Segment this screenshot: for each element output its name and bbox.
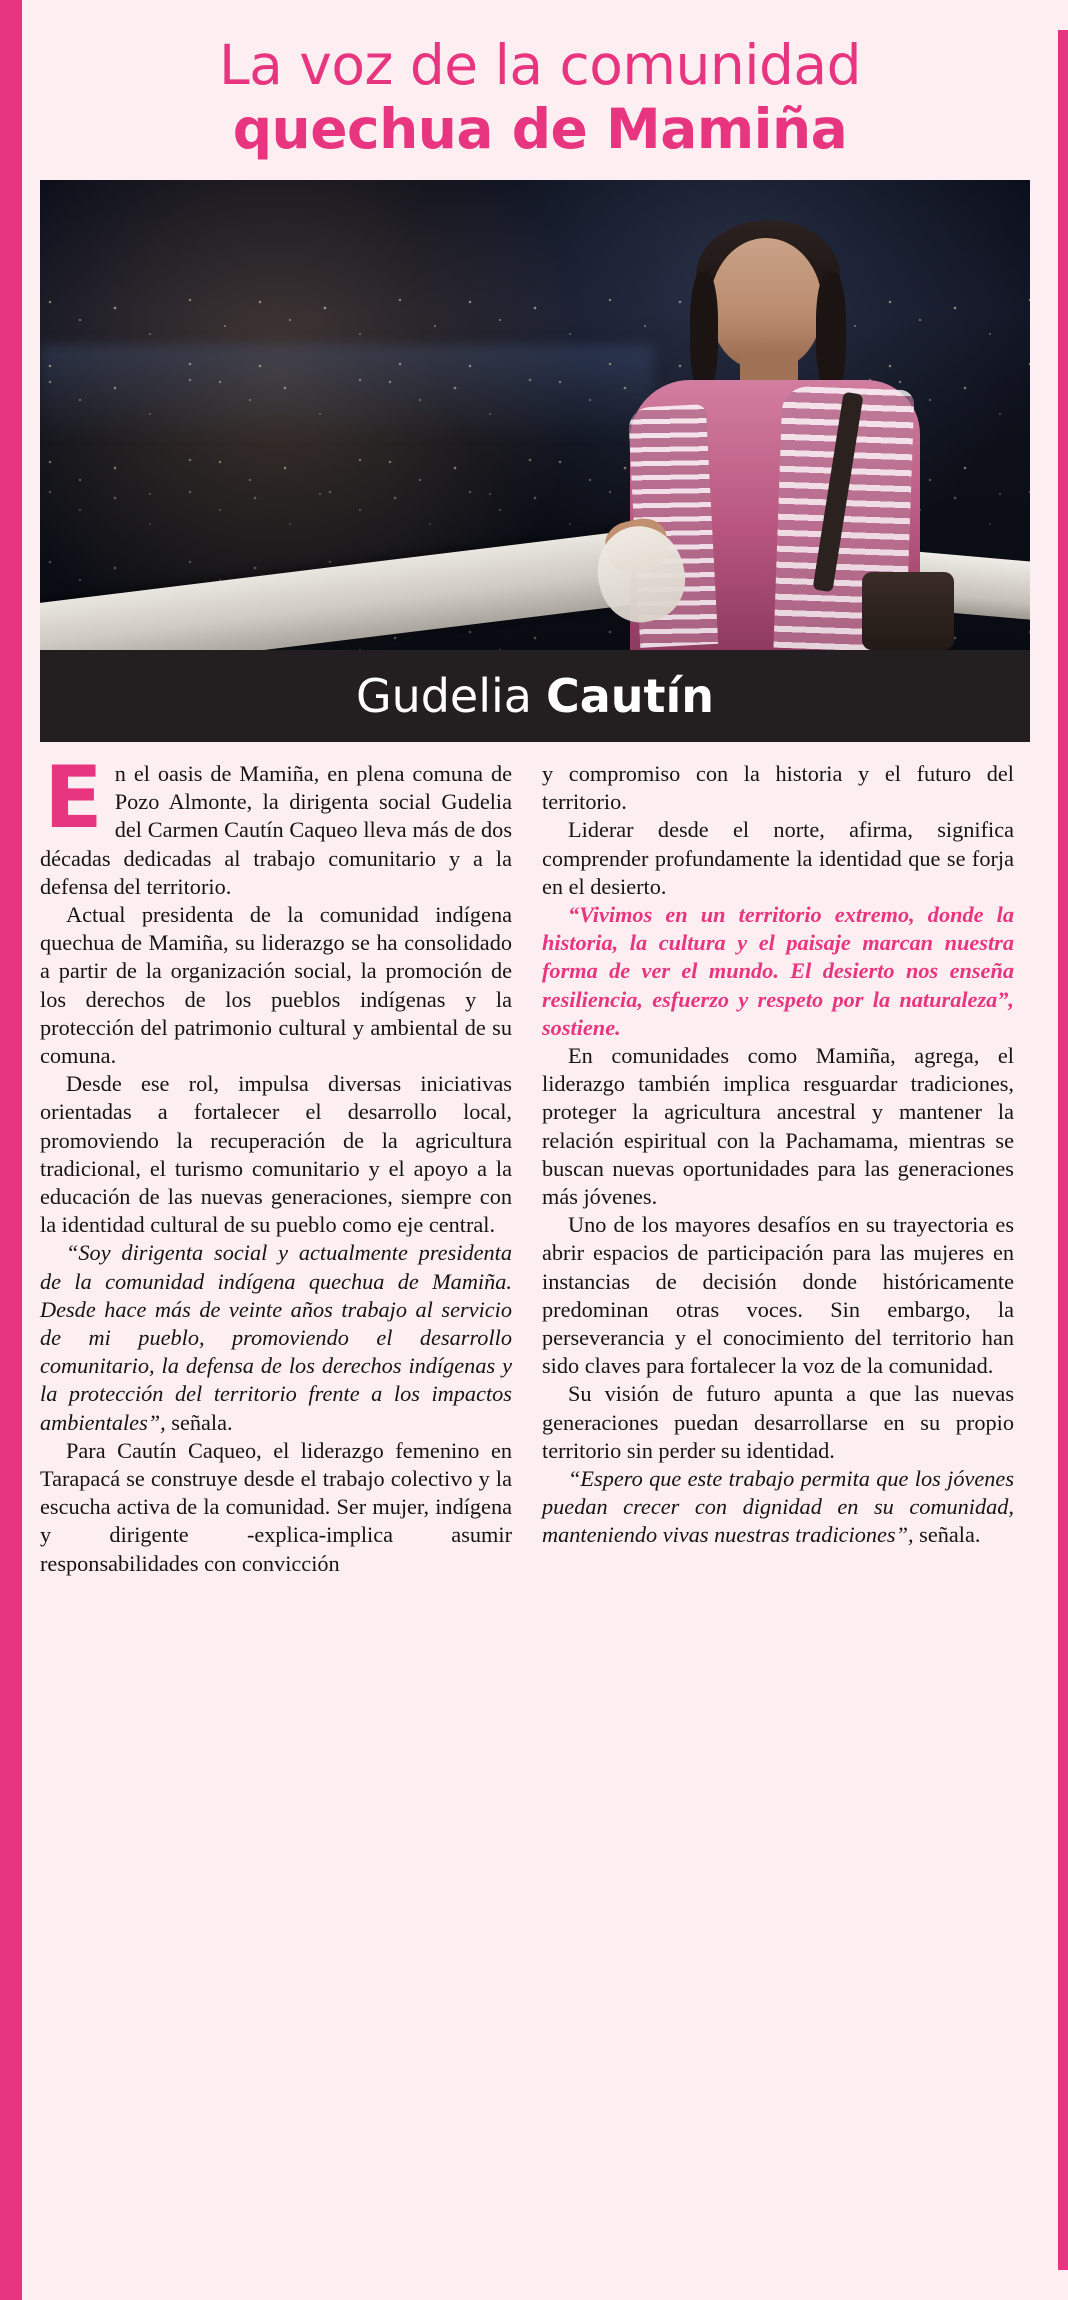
subject-name-band	[40, 650, 1030, 742]
person-hair-right	[816, 272, 846, 392]
paragraph	[542, 901, 1014, 1042]
page-content	[22, 0, 1058, 2300]
paragraph-text: n el oasis de Mamiña, en plena comuna de Pozo Almonte, la dirigenta social Gudelia del Carmen Cautín Caqueo lleva más de dos décadas dedicadas al trabajo comunitario y a la defensa del territorio.	[40, 761, 512, 899]
article-body	[40, 748, 1030, 1578]
page-title	[22, 0, 1058, 162]
person-hair-left	[690, 272, 718, 392]
photo-person	[590, 220, 960, 650]
right-accent-bar	[1058, 30, 1068, 2270]
paragraph: En comunidades como Mamiña, agrega, el liderazgo también implica resguardar tradiciones, proteger la agricultura ancestral y mantener la relación espiritual con la Pachamama, mientras se buscan nuevas oportunidades para las generaciones más jóvenes.	[542, 1043, 1014, 1210]
person-bag	[862, 572, 954, 650]
headline-line-2: quechua de Mamiña	[232, 97, 848, 161]
left-accent-bar	[0, 0, 22, 2300]
paragraph: y compromiso con la historia y el futuro del territorio.	[542, 761, 1014, 815]
quote-attribution: señala.	[165, 1409, 233, 1435]
article-photo	[40, 180, 1030, 650]
subject-first-name: Gudelia	[355, 669, 532, 723]
paragraph: Desde ese rol, impulsa diversas iniciativas orientadas a fortalecer el desarrollo local, promoviendo la recuperación de la agricultura tradicional, el turismo comunitario y el apoyo a la educación de las nuevas generaciones, siempre con la identidad cultural de su pueblo como eje central.	[40, 1071, 512, 1238]
article-column-right	[542, 760, 1014, 1578]
highlighted-quote: “Vivimos en un territorio extremo, donde la historia, la cultura y el paisaje marcan nuestra forma de ver el mundo. El desierto nos enseña resiliencia, esfuerzo y respeto por la naturaleza”, sostiene.	[542, 902, 1014, 1040]
article-column-left	[40, 748, 512, 1578]
paragraph: Para Cautín Caqueo, el liderazgo femenino en Tarapacá se construye desde el trabajo colectivo y la escucha activa de la comunidad. Ser mujer, indígena y dirigente -explica-implica asumir responsabilidades con convicción	[40, 1437, 512, 1576]
paragraph: Actual presidenta de la comunidad indígena quechua de Mamiña, su liderazgo se ha consolidado a partir de la organización social, la promoción de los derechos de los pueblos indígenas y la protección del patrimonio cultural y ambiental de su comuna.	[40, 902, 512, 1069]
quote-attribution: señala.	[913, 1522, 981, 1548]
subject-last-name: Cautín	[546, 669, 715, 723]
paragraph	[40, 748, 512, 901]
paragraph	[40, 1239, 512, 1436]
pull-quote-text: “Soy dirigenta social y actualmente presidenta de la comunidad indígena quechua de Mamiña. Desde hace más de veinte años trabajo al servicio de mi pueblo, promoviendo el desarrollo comunitario, la defensa de los derechos indígenas y la protección del territorio frente a los impactos ambientales”,	[40, 1240, 512, 1435]
paragraph	[542, 1465, 1014, 1550]
drop-cap: E	[44, 748, 103, 848]
person-head	[710, 238, 822, 370]
paragraph: Su visión de futuro apunta a que las nuevas generaciones puedan desarrollarse en su propio territorio sin perder su identidad.	[542, 1381, 1014, 1463]
pull-quote-text: “Espero que este trabajo permita que los jóvenes puedan crecer con dignidad en su comunidad, manteniendo vivas nuestras tradiciones”,	[542, 1466, 1014, 1548]
paragraph: Liderar desde el norte, afirma, significa comprender profundamente la identidad que se forja en el desierto.	[542, 817, 1014, 899]
paragraph: Uno de los mayores desafíos en su trayectoria es abrir espacios de participación para las mujeres en instancias de decisión donde históricamente predominan otras voces. Sin embargo, la perseverancia y el conocimiento del territorio han sido claves para fortalecer la voz de la comunidad.	[542, 1212, 1014, 1379]
photo-image	[40, 180, 1030, 650]
headline-line-1: La voz de la comunidad	[218, 33, 862, 97]
